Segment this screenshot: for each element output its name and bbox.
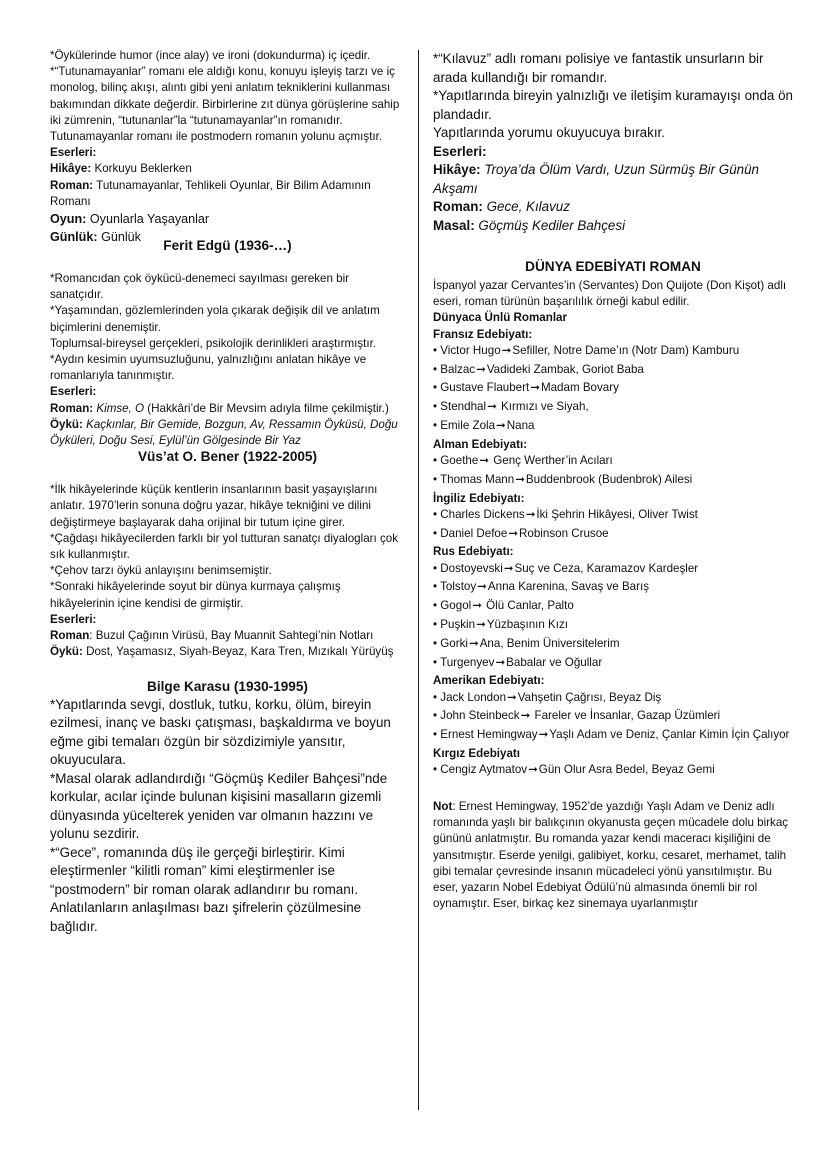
works-text: : Buzul Çağının Virüsü, Bay Muannit Sahtegi’nin Notları: [89, 629, 374, 643]
works-text: Vahşetin Çağrısı, Beyaz Diş: [517, 690, 662, 704]
edgu-paragraph: *Romancıdan çok öykücü-denemeci sayılması gereken bir sanatçıdır.: [50, 272, 350, 302]
bener-oyku: [50, 644, 405, 660]
group-heading: Amerikan Edebiyatı:: [433, 674, 545, 688]
section-title-world-literature: DÜNYA EDEBİYATI ROMAN: [525, 259, 701, 274]
author-name: Thomas Mann: [440, 472, 515, 486]
group-heading: İngiliz Edebiyatı:: [433, 491, 525, 505]
works-line-roman: [50, 178, 405, 210]
section-title-ferit-edgu: Ferit Edgü (1936-…): [163, 238, 292, 254]
works-text: Dost, Yaşamasız, Siyah-Beyaz, Kara Tren, Mızıkalı Yürüyüş: [82, 645, 394, 659]
works-label: Hikâye:: [433, 162, 481, 177]
works-heading: Eserleri:: [50, 146, 97, 160]
list-item: [433, 708, 793, 724]
karasu-paragraph: *“Gece”, romanında düş ile gerçeği birleştirir. Kimi eleştirmenler “kilitli roman” kimi eleştirmenler ise “postmodern” bir roman olarak adlandırır bu romanı. Anlatılanların anlaşılması bazı şifrelerin çözülmesine bağlıdır.: [50, 844, 362, 934]
bullet-icon: •: [433, 381, 441, 395]
arrow-right-icon: ➞: [520, 709, 531, 723]
list-item: [433, 526, 793, 542]
edgu-oyku: [50, 417, 405, 449]
works-text: İki Şehrin Hikâyesi, Oliver Twist: [536, 507, 698, 521]
arrow-right-icon: ➞: [479, 454, 490, 467]
works-label: Roman:: [50, 401, 94, 415]
arrow-right-icon: ➞: [530, 381, 540, 395]
bullet-icon: •: [433, 580, 441, 594]
works-label: Öykü:: [50, 645, 83, 659]
arrow-right-icon: ➞: [503, 561, 514, 575]
author-name: Gorki: [440, 636, 468, 650]
author-name: Gogol: [440, 599, 472, 613]
author-name: Charles Dickens: [440, 507, 525, 521]
author-name: Gustave Flaubert: [440, 381, 530, 395]
list-item: [433, 380, 793, 396]
works-text: Yüzbaşının Kızı: [486, 617, 569, 631]
arrow-right-icon: ➞: [507, 690, 517, 704]
works-text: Tutunamayanlar, Tehlikeli Oyunlar, Bir Bilim Adamının Romanı: [50, 178, 371, 208]
bullet-icon: •: [433, 655, 441, 669]
works-text: Babalar ve Oğullar: [506, 655, 603, 669]
works-label: Öykü:: [50, 417, 83, 431]
bullet-icon: •: [433, 400, 441, 414]
author-name: Victor Hugo: [440, 343, 501, 357]
author-name: Goethe: [440, 454, 479, 467]
author-name: Emile Zola: [440, 419, 496, 432]
bullet-icon: •: [433, 617, 441, 631]
author-name: John Steinbeck: [440, 709, 520, 723]
arrow-right-icon: ➞: [528, 763, 538, 777]
list-item: [433, 617, 793, 633]
works-text: Gün Olur Asra Bedel, Beyaz Gemi: [538, 763, 715, 777]
intro-paragraph: *“Tutunamayanlar” romanı ele aldığı konu, konuyu işleyiş tarzı ve iç monolog, bilinç akışı, alıntı gibi yeni anlatım tekniklerini kullanması bakımından dikkate değerdir. Birbirlerine zıt dünya görüşlerine sahip iki zümrenin, “tutunanlar”la “tutunamayanlar”ın romanıdır.: [50, 65, 400, 127]
karasu-masal: [433, 217, 793, 236]
bener-paragraph: *Çağdaşı hikâyecilerden farklı bir yol tutturan sanatçı diyalogları çok sık kullanmıştır.: [50, 531, 398, 562]
arrow-right-icon: ➞: [508, 526, 519, 540]
arrow-right-icon: ➞: [476, 617, 486, 631]
list-item: [433, 362, 793, 378]
arrow-right-icon: ➞: [495, 655, 506, 669]
works-text: (Hakkâri’de Bir Mevsim adıyla filme çekilmiştir.): [144, 401, 389, 415]
bullet-icon: •: [433, 763, 441, 777]
list-item: [433, 727, 793, 743]
arrow-right-icon: ➞: [487, 400, 497, 414]
author-name: Turgenyev: [440, 655, 495, 669]
works-text: Gece, Kılavuz: [486, 199, 570, 214]
works-text: Anna Karenina, Savaş ve Barış: [487, 580, 650, 594]
list-item: [433, 343, 793, 359]
list-item: [433, 762, 793, 778]
bener-paragraph: *Çehov tarzı öykü anlayışını benimsemiştir.: [50, 564, 272, 578]
works-label: Günlük:: [50, 230, 98, 245]
edgu-roman: [50, 401, 405, 417]
works-line-hikaye: [50, 161, 405, 177]
karasu-paragraph: *Masal olarak adlandırdığı “Göçmüş Kediler Bahçesi”nde korkular, acılar içinde bulunan kişisini masalların gizemli dünyasında yücelterek yeniden var olmanın hazzını ve yolunu sezdirir.: [50, 770, 388, 841]
works-text: Madam Bovary: [540, 381, 619, 395]
section-title-bilge-karasu: Bilge Karasu (1930-1995): [147, 678, 308, 694]
edgu-paragraph: Toplumsal-bireysel gerçekleri, psikolojik derinlikleri araştırmıştır.: [50, 336, 377, 350]
arrow-right-icon: ➞: [477, 580, 487, 594]
karasu-paragraph: *“Kılavuz” adlı romanı polisiye ve fantastik unsurların bir arada kullandığı bir romandır.: [433, 51, 764, 85]
arrow-right-icon: ➞: [496, 419, 506, 432]
works-label: Roman:: [433, 199, 483, 214]
arrow-right-icon: ➞: [476, 362, 486, 376]
bullet-icon: •: [433, 599, 441, 613]
works-heading: Eserleri:: [50, 612, 97, 626]
bullet-icon: •: [433, 454, 441, 467]
group-heading: Kırgız Edebiyatı: [433, 746, 520, 760]
author-name: Balzac: [440, 362, 476, 376]
list-item: [433, 399, 793, 415]
works-text: Troya’da Ölüm Vardı, Uzun Sürmüş Bir Günün Akşamı: [433, 162, 759, 196]
list-item: [433, 579, 793, 595]
works-label: Roman:: [50, 178, 94, 192]
bullet-icon: •: [433, 419, 441, 432]
works-label: Roman: [50, 629, 90, 643]
list-item: [433, 418, 793, 434]
works-text: Kimse, O: [96, 401, 145, 415]
world-intro: İspanyol yazar Cervantes’in (Servantes) Don Quijote (Don Kişot) adlı eseri, roman türünün başarılılık örneği kabul edilir.: [433, 279, 787, 309]
works-text: Korkuyu Beklerken: [91, 162, 192, 176]
bullet-icon: •: [433, 561, 441, 575]
works-line-oyun: [50, 210, 405, 228]
karasu-paragraph: Yapıtlarında yorumu okuyucuya bırakır.: [433, 125, 665, 140]
works-text: Nana: [506, 419, 535, 432]
works-label: Hikâye:: [50, 162, 92, 176]
bullet-icon: •: [433, 709, 441, 723]
list-item: [433, 690, 793, 706]
author-name: Cengiz Aytmatov: [440, 763, 528, 777]
note-label: Not: [433, 799, 453, 813]
bener-paragraph: *İlk hikâyelerinde küçük kentlerin insanlarının basit yaşayışlarını anlatır. 1970’lerin sonuna doğru yazar, hikâye tekniğini ve dilini değiştirmeye başlayarak daha orijinal bir tutum içine girer.: [50, 483, 378, 529]
works-text: Yaşlı Adam ve Deniz, Çanlar Kimin İçin Çalıyor: [549, 728, 790, 742]
edgu-paragraph: *Aydın kesimin uyumsuzluğunu, yalnızlığını anlatan hikâye ve romanlarıyla tanınmıştır.: [50, 353, 367, 383]
works-text: Göçmüş Kediler Bahçesi: [478, 217, 626, 233]
works-heading: Eserleri:: [433, 143, 487, 159]
column-divider: [418, 50, 419, 1110]
intro-paragraph: Tutunamayanlar romanı ile postmodern romanın yolunu açmıştır.: [50, 130, 383, 144]
novel-groups: [433, 327, 793, 779]
note-text: : Ernest Hemingway, 1952’de yazdığı Yaşlı Adam ve Deniz adlı romanında yaşlı bir balıkçının okyanusta geçen mücadele dolu birkaç gününü anlatmıştır. Bu romanda yazar kendi maceracı kişiliğini de yansıtmıştır. Eserde yenilgi, galibiyet, korku, cesaret, merhamet, talih gibi temalar çevresinde insanın mücadeleci yönü yansıtılmıştır. Bu eser, yazarın Nobel Edebiyat Ödülü’nü almasında önemli bir rol oynamıştır. Eser, birkaç kez sinemaya uyarlanmıştır: [433, 799, 789, 911]
arrow-right-icon: ➞: [515, 472, 525, 486]
works-text: Günlük: [97, 230, 141, 245]
author-name: Tolstoy: [440, 580, 477, 594]
works-text: Buddenbrook (Budenbrok) Ailesi: [525, 472, 693, 486]
works-text: Kırmızı ve Siyah,: [497, 400, 589, 414]
arrow-right-icon: ➞: [538, 728, 549, 742]
works-text: Robinson Crusoe: [519, 526, 609, 540]
arrow-right-icon: ➞: [501, 343, 512, 357]
author-name: Daniel Defoe: [440, 526, 508, 540]
list-item: [433, 561, 793, 577]
list-item: [433, 598, 793, 614]
karasu-hikaye: [433, 161, 793, 198]
group-heading: Fransız Edebiyatı:: [433, 327, 533, 341]
bullet-icon: •: [433, 507, 441, 521]
karasu-paragraph: *Yapıtlarında bireyin yalnızlığı ve iletişim kuramayışı onda ön plandadır.: [433, 88, 793, 122]
list-item: [433, 472, 793, 488]
works-text: Suç ve Ceza, Karamazov Kardeşler: [514, 561, 699, 575]
bullet-icon: •: [433, 636, 441, 650]
section-title-vusat-bener: Vüs’at O. Bener (1922-2005): [137, 449, 318, 465]
works-heading: Eserleri:: [50, 385, 97, 399]
arrow-right-icon: ➞: [525, 507, 536, 521]
world-subtitle: Dünyaca Ünlü Romanlar: [433, 311, 568, 325]
works-label: Oyun:: [50, 212, 87, 227]
karasu-roman: [433, 198, 793, 217]
bullet-icon: •: [433, 526, 441, 540]
bener-paragraph: *Sonraki hikâyelerinde soyut bir dünya kurmaya çalışmış hikâyelerinin içine kendisi de girmiştir.: [50, 580, 341, 610]
bullet-icon: •: [433, 362, 441, 376]
bullet-icon: •: [433, 343, 441, 357]
right-column: [433, 50, 793, 912]
arrow-right-icon: ➞: [472, 599, 482, 613]
works-text: Fareler ve İnsanlar, Gazap Üzümleri: [531, 709, 721, 723]
list-item: [433, 507, 793, 523]
works-text: Vadideki Zambak, Goriot Baba: [486, 362, 644, 376]
author-name: Jack London: [440, 690, 507, 704]
list-item: [433, 655, 793, 671]
works-label: Masal:: [433, 217, 475, 233]
works-text: Ana, Benim Üniversitelerim: [479, 636, 620, 650]
author-name: Puşkin: [440, 617, 476, 631]
arrow-right-icon: ➞: [468, 636, 479, 650]
bullet-icon: •: [433, 690, 441, 704]
bullet-icon: •: [433, 728, 441, 742]
list-item: [433, 453, 793, 469]
karasu-paragraph: *Yapıtlarında sevgi, dostluk, tutku, korku, ölüm, bireyin ezilmesi, inanç ve baskı çatışması, başkaldırma ve boyun eğme gibi temaları özgün bir sözdizimiyle yansıtır, okuyuculara.: [50, 696, 391, 767]
bullet-icon: •: [433, 472, 441, 486]
works-text: Oyunlarla Yaşayanlar: [86, 212, 210, 227]
list-item: [433, 636, 793, 652]
author-name: Ernest Hemingway: [440, 728, 538, 742]
bener-roman: [50, 628, 405, 644]
works-text: Ölü Canlar, Palto: [482, 599, 574, 613]
works-text: Kaçkınlar, Bir Gemide, Bozgun, Av, Ressamın Öyküsü, Doğu Öyküleri, Doğu Sesi, Eylül’ün Gölgesinde Bir Yaz: [50, 417, 398, 448]
author-name: Stendhal: [440, 400, 487, 414]
works-text: Sefiller, Notre Dame’ın (Notr Dam) Kamburu: [512, 343, 740, 357]
works-text: Genç Werther’in Acıları: [490, 454, 613, 467]
note-paragraph: [433, 799, 793, 912]
intro-paragraph: *Öykülerinde humor (ince alay) ve ironi (dokundurma) iç içedir.: [50, 49, 371, 62]
left-column: [50, 48, 405, 936]
group-heading: Alman Edebiyatı:: [433, 437, 528, 451]
edgu-paragraph: *Yaşamından, gözlemlerinden yola çıkarak değişik dil ve anlatım biçimlerini denemiştir.: [50, 304, 380, 334]
group-heading: Rus Edebiyatı:: [433, 545, 514, 559]
author-name: Dostoyevski: [440, 561, 503, 575]
